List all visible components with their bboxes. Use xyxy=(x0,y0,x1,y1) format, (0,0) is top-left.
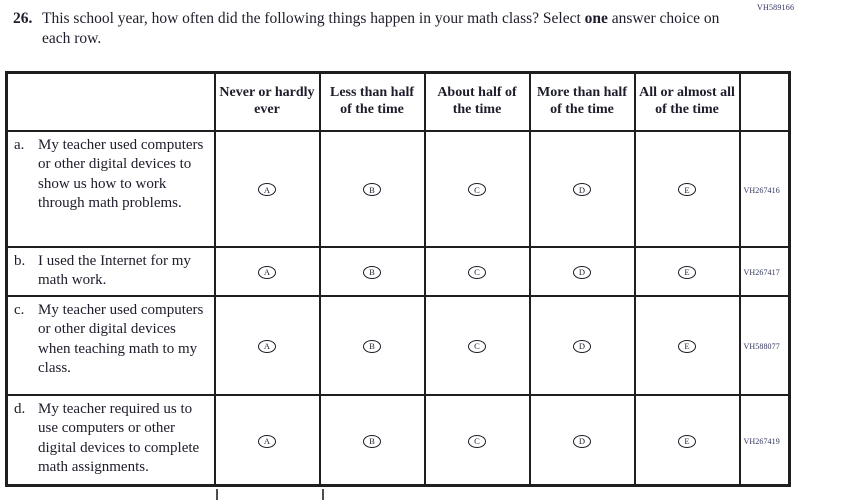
row-d-code: VH267419 xyxy=(743,436,780,446)
row-b-option-cell-d xyxy=(530,247,635,296)
column-header-all: All or almost all of the time xyxy=(635,73,740,131)
row-a-option-cell-d xyxy=(530,131,635,247)
row-a-option-cell-c xyxy=(425,131,530,247)
row-d-bubble-d[interactable]: D xyxy=(573,435,591,448)
row-a-bubble-c[interactable]: C xyxy=(468,183,486,196)
column-header-more-than-half: More than half of the time xyxy=(530,73,635,131)
row-b-option-cell-a xyxy=(215,247,320,296)
row-c-code-cell xyxy=(740,296,790,395)
header-row xyxy=(7,73,790,131)
row-a-text: My teacher used computers or other digital devices to show us how to work through math problems. xyxy=(38,136,204,211)
row-c-option-cell-c xyxy=(425,296,530,395)
next-row-divider-stub xyxy=(322,489,324,500)
row-c-bubble-c[interactable]: C xyxy=(468,340,486,353)
row-d-letter: d. xyxy=(14,400,26,417)
row-c-option-cell-e xyxy=(635,296,740,395)
row-a-bubble-a[interactable]: A xyxy=(258,183,276,196)
row-c-bubble-b[interactable]: B xyxy=(363,340,381,353)
row-c-option-cell-a xyxy=(215,296,320,395)
table-row-d xyxy=(7,395,790,486)
row-b-bubble-a[interactable]: A xyxy=(258,266,276,279)
row-a-letter: a. xyxy=(14,136,25,153)
row-d-bubble-a[interactable]: A xyxy=(258,435,276,448)
row-c-letter: c. xyxy=(14,301,25,318)
row-d-bubble-b[interactable]: B xyxy=(363,435,381,448)
row-c-option-cell-d xyxy=(530,296,635,395)
page-accession-code: VH589166 xyxy=(757,3,795,12)
row-b-code-cell xyxy=(740,247,790,296)
column-header-less-than-half: Less than half of the time xyxy=(320,73,425,131)
row-b-option-cell-b xyxy=(320,247,425,296)
row-a-option-cell-b xyxy=(320,131,425,247)
row-c-bubble-e[interactable]: E xyxy=(678,340,696,353)
row-b-code: VH267417 xyxy=(743,268,780,277)
row-c-code: VH588077 xyxy=(743,342,780,351)
row-a-code: VH267416 xyxy=(743,185,780,195)
row-c-bubble-d[interactable]: D xyxy=(573,340,591,353)
row-d-stem xyxy=(7,395,215,486)
row-b-letter: b. xyxy=(14,252,26,269)
row-d-bubble-e[interactable]: E xyxy=(678,435,696,448)
question-text-line2: answer choice on each row. xyxy=(42,10,720,47)
row-d-option-cell-a xyxy=(215,395,320,486)
row-b-text: I used the Internet for my math work. xyxy=(38,252,191,288)
row-a-code-cell xyxy=(740,131,790,247)
corner-cell xyxy=(7,73,215,131)
question-bold-word: one xyxy=(584,10,608,27)
row-b-bubble-e[interactable]: E xyxy=(678,266,696,279)
row-a-option-cell-a xyxy=(215,131,320,247)
row-b-option-cell-c xyxy=(425,247,530,296)
question-text-line1: This school year, how often did the following things happen in your math class? Select xyxy=(42,10,581,27)
column-header-about-half: About half of the time xyxy=(425,73,530,131)
row-d-option-cell-d xyxy=(530,395,635,486)
row-d-code-cell xyxy=(740,395,790,486)
row-a-bubble-b[interactable]: B xyxy=(363,183,381,196)
row-c-stem xyxy=(7,296,215,395)
row-b-option-cell-e xyxy=(635,247,740,296)
row-c-text: My teacher used computers or other digital devices when teaching math to my class. xyxy=(38,301,204,376)
row-d-bubble-c[interactable]: C xyxy=(468,435,486,448)
next-row-divider-stub xyxy=(216,489,218,500)
row-b-bubble-b[interactable]: B xyxy=(363,266,381,279)
row-a-option-cell-e xyxy=(635,131,740,247)
row-a-stem xyxy=(7,131,215,247)
row-b-stem xyxy=(7,247,215,296)
table-row-c xyxy=(7,296,790,395)
row-c-bubble-a[interactable]: A xyxy=(258,340,276,353)
code-column-header xyxy=(740,73,790,131)
answer-grid xyxy=(5,71,791,487)
row-d-text: My teacher required us to use computers or other digital devices to complete math assignments. xyxy=(38,400,200,475)
row-a-bubble-e[interactable]: E xyxy=(678,183,696,196)
row-d-option-cell-b xyxy=(320,395,425,486)
question xyxy=(13,9,738,49)
table-row-a xyxy=(7,131,790,247)
row-b-bubble-c[interactable]: C xyxy=(468,266,486,279)
row-a-bubble-d[interactable]: D xyxy=(573,183,591,196)
row-d-option-cell-c xyxy=(425,395,530,486)
table-row-b xyxy=(7,247,790,296)
row-d-option-cell-e xyxy=(635,395,740,486)
question-text xyxy=(42,9,732,49)
question-number: 26. xyxy=(13,10,33,27)
column-header-never: Never or hardly ever xyxy=(215,73,320,131)
row-b-bubble-d[interactable]: D xyxy=(573,266,591,279)
row-c-option-cell-b xyxy=(320,296,425,395)
